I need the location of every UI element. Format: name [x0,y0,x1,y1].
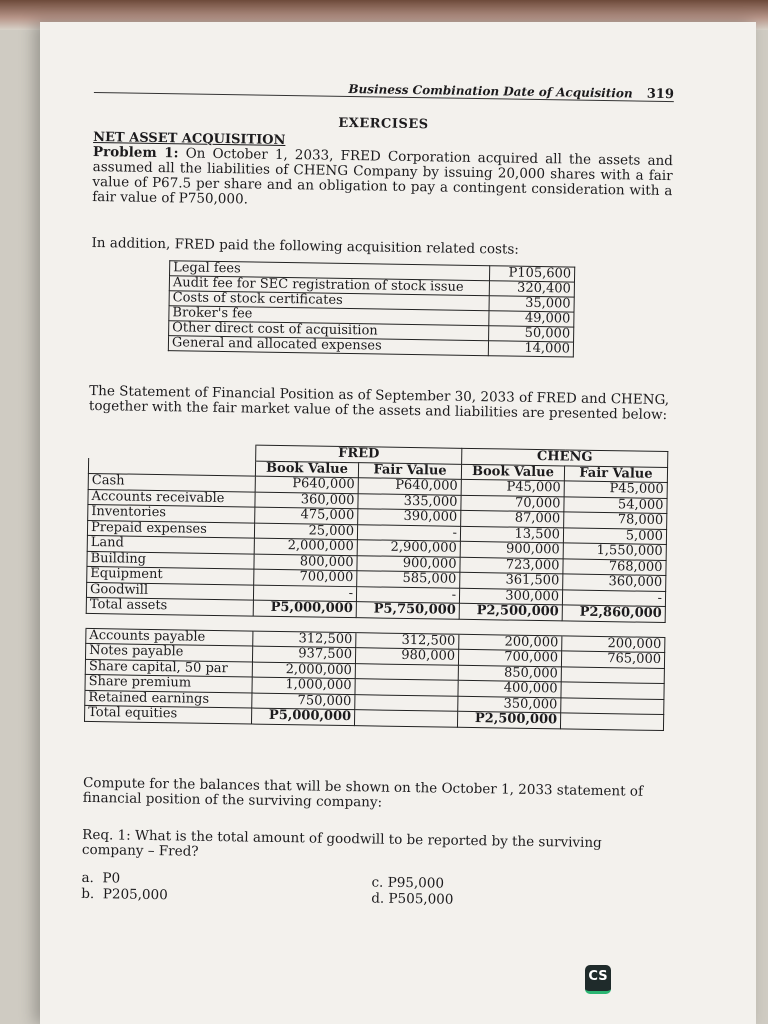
value-cell [355,694,458,711]
camscanner-badge: CS [585,965,611,994]
choice-a [81,870,168,887]
value-cell: 200,000 [562,635,665,652]
value-cell: - [357,524,460,541]
choice-c [371,874,453,891]
cost-item: Costs of stock certificates [169,291,489,311]
value-cell: - [253,585,356,602]
value-cell: 361,500 [460,572,563,589]
value-cell: 87,000 [461,510,564,527]
page-content [81,22,675,908]
problem-paragraph [92,145,673,214]
choice-letter: d. [371,890,385,907]
cost-amount: 50,000 [489,326,574,342]
running-title: Business Combination Date of Acquisition [348,81,633,101]
value-cell [561,682,664,699]
choice-text: P95,000 [387,874,445,892]
value-cell: P5,000,000 [253,600,356,617]
value-cell: 2,900,000 [357,540,460,557]
value-cell: - [356,586,459,603]
row-label: Total equities [85,705,252,723]
value-cell: 900,000 [357,555,460,572]
value-cell: 390,000 [358,509,461,526]
value-cell: 723,000 [460,557,563,574]
value-cell: 900,000 [460,541,563,558]
value-cell: 400,000 [458,680,561,697]
value-cell: 1,550,000 [563,543,666,560]
section-title: NET ASSET ACQUISITION [93,129,286,149]
value-cell: 750,000 [252,693,355,710]
spacer-cell [562,620,665,637]
compute-instruction: Compute for the balances that will be shown on the October 1, 2033 statement of financial position of the surviving company: [82,774,644,811]
choice-text: P0 [102,870,121,887]
spacer-cell [356,617,459,634]
costs-intro: In addition, FRED paid the following acquisition related costs: [91,234,519,258]
choice-text: P505,000 [388,890,454,908]
value-cell: 765,000 [561,651,664,668]
row-label: Retained earnings [85,690,252,708]
choice-b [81,886,168,903]
choice-letter: b. [81,885,95,903]
spacer-cell [459,619,562,636]
value-cell: 78,000 [564,512,667,529]
value-cell: 350,000 [458,696,561,713]
row-label: Notes payable [85,643,252,661]
acquisition-costs-table [168,260,575,357]
value-cell: P2,500,000 [457,711,560,728]
company-header-cheng: CHENG [462,448,668,467]
problem-block [92,130,673,214]
value-cell: 300,000 [459,588,562,605]
value-cell: 700,000 [458,649,561,666]
row-label: Prepaid expenses [87,520,254,538]
value-cell: 360,000 [563,574,666,591]
book-page [40,22,756,1024]
value-cell: 54,000 [564,496,667,513]
page-number: 319 [646,86,675,103]
running-head [348,82,674,102]
cost-item: Legal fees [170,261,490,281]
value-cell: 937,500 [252,646,355,663]
column-header: Book Value [461,464,564,481]
value-cell: 70,000 [461,495,564,512]
column-header: Fair Value [564,465,667,482]
problem-label: Problem 1: [92,143,179,162]
value-cell: 700,000 [254,569,357,586]
value-cell: P5,750,000 [356,602,459,619]
value-cell: 980,000 [355,648,458,665]
column-header: Book Value [255,461,358,478]
row-label: Equipment [87,566,254,584]
row-label: Share premium [85,674,252,692]
value-cell [354,710,457,727]
spacer-cell [253,616,356,633]
row-label: Accounts receivable [88,489,255,507]
value-cell: P640,000 [255,476,358,493]
value-cell: P2,860,000 [562,605,665,622]
choices-right [371,874,454,907]
value-cell: - [562,589,665,606]
value-cell: P2,500,000 [459,603,562,620]
choice-letter: c. [371,874,384,891]
cost-amount: P105,600 [489,266,574,282]
value-cell: P45,000 [461,479,564,496]
value-cell: 1,000,000 [252,677,355,694]
value-cell: 335,000 [358,493,461,510]
row-label: Share capital, 50 par [85,659,252,677]
row-label: Goodwill [86,582,253,600]
value-cell: 2,000,000 [254,538,357,555]
sfp-intro: The Statement of Financial Position as of September 30, 2033 of FRED and CHENG, together with the fair market value of the assets and liabilities are presented below: [88,382,670,424]
cost-item: General and allocated expenses [168,336,488,356]
choice-d [371,890,453,907]
value-cell: 800,000 [254,554,357,571]
cost-amount: 320,400 [489,281,574,297]
value-cell [561,666,664,683]
cost-amount: 49,000 [489,311,574,327]
requirement-1: Req. 1: What is the total amount of goodwill to be reported by the surviving company – Fred? [81,826,602,860]
row-label: Total assets [86,597,253,615]
cost-amount: 14,000 [488,341,573,357]
value-cell: P5,000,000 [251,708,354,725]
problem-text: On October 1, 2033, FRED Corporation acquired all the assets and assumed all the liabilities of CHENG Company by issuing 20,000 shares with a fair value of P67.5 per share and an obligation to pay a contingent consideration with a fair value of P750,000. [92,145,674,208]
value-cell [355,679,458,696]
value-cell: 768,000 [563,558,666,575]
value-cell [560,713,663,730]
row-label: Cash [88,473,255,491]
value-cell: 2,000,000 [252,662,355,679]
answer-choices [81,869,662,908]
value-cell: 585,000 [357,571,460,588]
value-cell: P640,000 [358,478,461,495]
row-label: Accounts payable [86,628,253,646]
value-cell: P45,000 [564,481,667,498]
cost-item: Audit fee for SEC registration of stock issue [169,276,489,296]
choices-left [81,870,168,903]
value-cell: 475,000 [255,507,358,524]
value-cell: 200,000 [459,634,562,651]
value-cell: 312,500 [356,632,459,649]
cost-item: Other direct cost of acquisition [169,321,489,341]
choice-letter: a. [81,869,95,887]
cost-item: Broker's fee [169,306,489,326]
value-cell: 312,500 [253,631,356,648]
column-header: Fair Value [358,462,461,479]
value-cell: 360,000 [255,492,358,509]
cost-amount: 35,000 [489,296,574,312]
section-heading: EXERCISES [338,115,429,133]
row-label: Building [87,551,254,569]
choice-text: P205,000 [102,886,168,904]
row-label: Land [87,535,254,553]
financial-position-table [84,442,668,731]
value-cell: 25,000 [254,523,357,540]
value-cell: 850,000 [458,665,561,682]
value-cell [355,663,458,680]
row-label: Inventories [88,504,255,522]
value-cell: 5,000 [563,527,666,544]
value-cell [561,697,664,714]
value-cell: 13,500 [460,526,563,543]
company-header-fred: FRED [256,445,462,464]
